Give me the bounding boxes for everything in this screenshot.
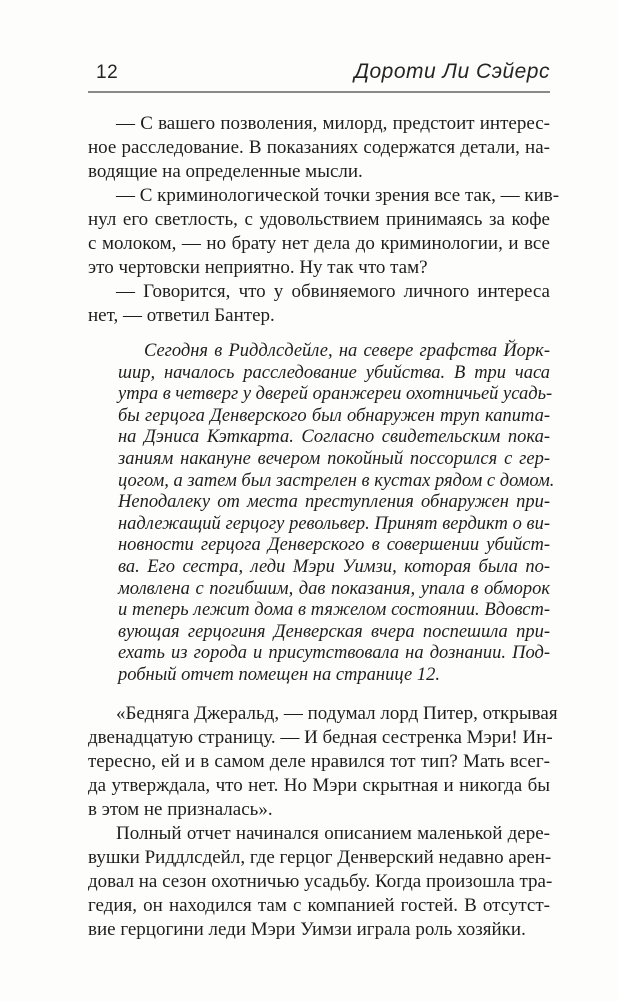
paragraph	[88, 112, 550, 184]
text-line: Полный отчет начинался описанием маленькой дере-	[116, 822, 550, 844]
text-line: — С криминологической точки зрения все так, — кив-	[116, 185, 560, 206]
text-line: бы герцога Денверского был обнаружен труп капита-	[118, 405, 550, 426]
text-line: шир, началось расследование убийства. В три часа	[118, 362, 550, 383]
text-line: заниям накануне вечером покойный поссорился с гер-	[118, 448, 550, 469]
text-line: надлежащий герцогу револьвер. Принят вердикт о ви-	[118, 513, 550, 534]
text-line: вующая герцогиня Денверская вчера поспешила при-	[118, 621, 550, 642]
header-rule	[88, 91, 550, 93]
page-content	[88, 60, 560, 942]
text-line: утра в четверг у дверей оранжереи охотничьей усадь-	[118, 384, 553, 405]
paragraph	[88, 702, 558, 822]
text-line: тересно, ей и в самом деле нравился тот тип? Мать всег-	[88, 750, 550, 772]
quote-paragraph	[118, 341, 555, 687]
text-line: водящие на определенные мысли.	[88, 161, 363, 182]
text-line: молвлена с погибшим, дав показания, упала в обморок	[118, 578, 550, 599]
text-line: Неподалеку от места преступления обнаружен при-	[118, 492, 550, 513]
paragraph	[88, 280, 550, 328]
text-line: новности герцога Денверского в совершении убийст-	[118, 535, 550, 556]
text-line: это чертовски неприятно. Ну так что там?	[88, 257, 428, 278]
text-line: вушки Риддлсдейл, где герцог Денверский недавно арен-	[88, 846, 552, 868]
paragraph	[88, 184, 560, 280]
page-number: 12	[96, 62, 119, 83]
text-line: гедия, он находился там с компанией гостей. В отсутст-	[88, 894, 550, 916]
text-line: «Бедняга Джеральд, — подумал лорд Питер, открывая	[116, 702, 558, 724]
running-header-author: Дороти Ли Сэйерс	[354, 60, 550, 83]
text-line: вие герцогини леди Мэри Уимзи играла роль хозяйки.	[88, 918, 526, 940]
text-line: нул его светлость, с удовольствием принимаясь за кофе	[88, 209, 550, 230]
text-line: нет, — ответил Бантер.	[88, 305, 275, 326]
text-line: на Дэниса Кэткарта. Согласно свидетельским пока-	[118, 427, 550, 448]
text-line: цогом, а затем был застрелен в кустах рядом с домом.	[118, 470, 555, 491]
text-line: ехать из города и присутствовала на дознании. Под-	[118, 643, 550, 664]
running-header	[88, 60, 550, 84]
text-line: робный отчет помещен на странице 12.	[118, 664, 441, 685]
text-line: и теперь лежит дома в тяжелом состоянии. Вдовст-	[118, 600, 550, 621]
text-line: — С вашего позволения, милорд, предстоит интерес-	[116, 113, 550, 134]
page-body	[88, 112, 560, 942]
text-line: да утверждала, что нет. Но Мэри скрытная и никогда бы	[88, 774, 550, 796]
text-line: с молоком, — но брату нет дела до криминологии, и все	[88, 233, 550, 254]
text-line: Сегодня в Риддлсдейле, на севере графства Йорк-	[144, 341, 550, 361]
text-line: двенадцатую страницу. — И бедная сестренка Мэри! Ин-	[88, 726, 553, 748]
text-line: ва. Его сестра, леди Мэри Уимзи, которая была по-	[118, 556, 550, 577]
text-line: в этом не призналась».	[88, 798, 273, 820]
text-line: — Говорится, что у обвиняемого личного интереса	[116, 281, 550, 302]
text-line: ное расследование. В показаниях содержатся детали, на-	[88, 137, 550, 158]
text-line: довал на сезон охотничью усадьбу. Когда произошла тра-	[88, 870, 553, 892]
paragraph	[88, 822, 553, 942]
